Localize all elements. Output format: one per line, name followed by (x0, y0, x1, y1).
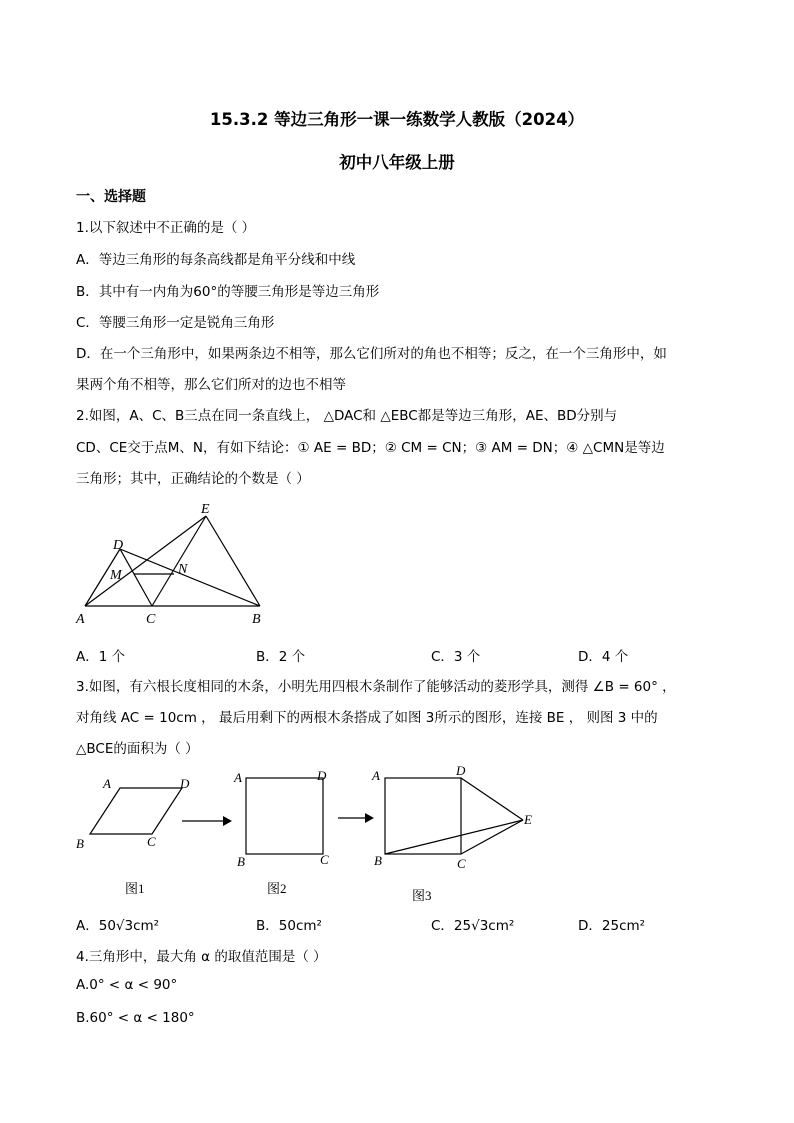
q2-option-c: C．3 个 (431, 649, 481, 665)
fig2-label-B: B (237, 854, 245, 869)
q2-option-d: D．4 个 (578, 649, 629, 665)
label-M: M (110, 568, 122, 583)
fig3-segment-CE (461, 820, 523, 854)
fig1-caption: 图1 (125, 881, 145, 896)
q3-option-a: A．50√3cm² (76, 918, 160, 934)
fig2-square (246, 778, 323, 854)
q4-option-b: B.60° < α < 180° (76, 1010, 195, 1026)
label-A: A (76, 612, 85, 627)
fig3-label-A: A (372, 768, 380, 783)
q1-option-d-line1: D．在一个三角形中，如果两条边不相等，那么它们所对的角也不相等；反之，在一个三角形中，如 (76, 346, 667, 362)
fig1-rhombus (90, 788, 182, 834)
segment-EB (206, 516, 260, 606)
arrow-2-icon (365, 813, 374, 823)
q3-option-b: B．50cm² (256, 918, 322, 934)
q3-stem-line1: 3.如图，有六根长度相同的木条，小明先用四根木条制作了能够活动的菱形学具，测得 ∠B = 60° ， (76, 679, 676, 695)
fig3-label-D: D (456, 763, 466, 778)
label-N: N (178, 562, 188, 577)
q1-option-d-line2: 果两个角不相等，那么它们所对的边也不相等 (76, 377, 346, 393)
q1-option-b: B．其中有一内角为60°的等腰三角形是等边三角形 (76, 284, 380, 300)
q1-option-c: C．等腰三角形一定是锐角三角形 (76, 315, 275, 331)
fig3-segment-DE (461, 778, 523, 820)
fig3-label-B: B (374, 853, 382, 868)
fig2-label-D: D (317, 768, 327, 783)
q3-stem-line3: △BCE的面积为（ ） (76, 741, 199, 757)
fig1-label-A: A (103, 776, 111, 791)
label-B: B (252, 612, 261, 627)
fig1-label-B: B (76, 836, 84, 851)
q2-figure (70, 498, 280, 630)
fig1-label-D: D (180, 776, 190, 791)
doc-title-line1: 15.3.2 等边三角形一课一练数学人教版（2024） (209, 110, 585, 129)
fig3-caption: 图3 (412, 888, 432, 903)
segment-DC (120, 549, 152, 606)
q2-stem-line2: CD、CE交于点M、N，有如下结论：① AE = BD；② CM = CN；③ AM = DN；④ △CMN是等边 (76, 440, 665, 456)
segment-CE (152, 516, 206, 606)
q2-stem-line1: 2.如图，A、C、B三点在同一条直线上， △DAC和 △EBC都是等边三角形，AE、BD分别与 (76, 408, 618, 424)
q2-option-b: B．2 个 (256, 649, 306, 665)
doc-title-line2: 初中八年级上册 (339, 153, 455, 172)
label-C: C (146, 612, 156, 627)
fig2-label-C: C (320, 852, 329, 867)
q3-option-d: D．25cm² (578, 918, 646, 934)
section-heading: 一、选择题 (76, 189, 146, 205)
label-E: E (201, 502, 210, 517)
label-D: D (113, 538, 124, 553)
q4-stem: 4.三角形中，最大角 α 的取值范围是（ ） (76, 949, 327, 965)
fig3-square (385, 778, 461, 854)
q2-stem-line3: 三角形；其中，正确结论的个数是（ ） (76, 471, 310, 487)
q4-option-a: A.0° < α < 90° (76, 977, 178, 993)
fig1-label-C: C (147, 834, 156, 849)
segment-DB (120, 549, 260, 606)
q1-stem: 1.以下叙述中不正确的是（ ） (76, 220, 256, 236)
fig2-caption: 图2 (267, 881, 287, 896)
q3-stem-line2: 对角线 AC = 10cm ， 最后用剩下的两根木条搭成了如图 3所示的图形，连接 BE ， 则图 3 中的 (76, 710, 658, 726)
fig3-segment-BE (385, 820, 523, 854)
fig3-label-E: E (524, 812, 532, 827)
arrow-1-icon (223, 816, 232, 826)
fig3-label-C: C (457, 856, 466, 871)
fig2-label-A: A (234, 770, 242, 785)
q3-option-c: C．25√3cm² (431, 918, 515, 934)
q2-option-a: A．1 个 (76, 649, 126, 665)
q3-figures (70, 762, 550, 910)
segment-AE (85, 516, 206, 606)
q1-option-a: A．等边三角形的每条高线都是角平分线和中线 (76, 252, 356, 268)
